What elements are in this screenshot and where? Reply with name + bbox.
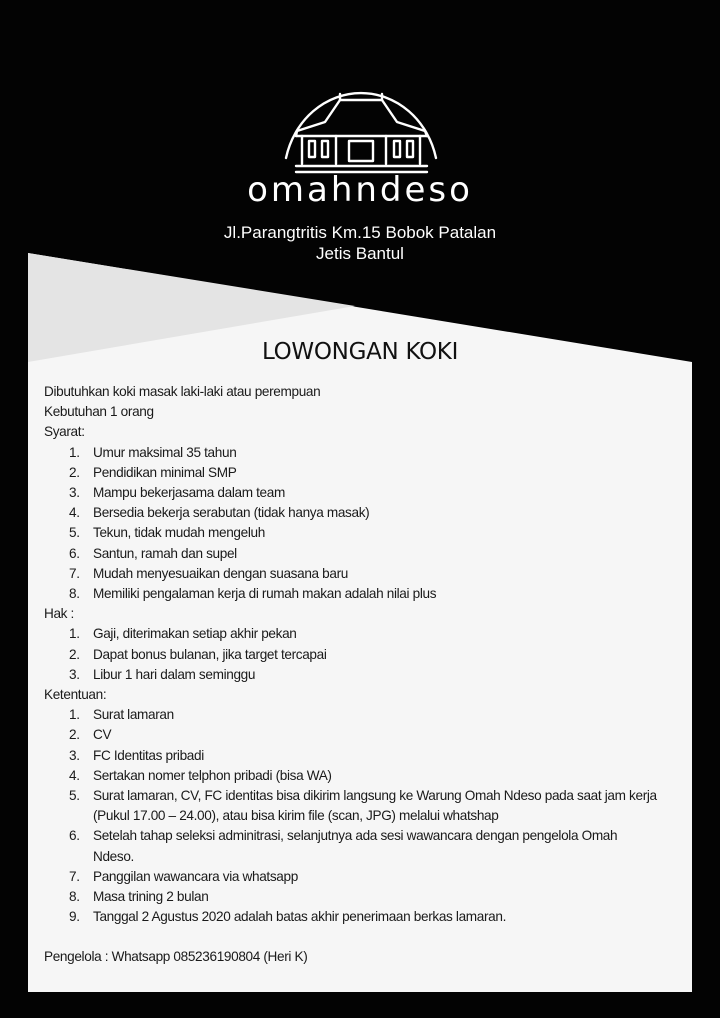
item-text: CV (93, 727, 112, 743)
list-item (44, 766, 684, 786)
item-text: Tekun, tidak mudah mengeluh (93, 525, 265, 541)
item-text: Gaji, diterimakan setiap akhir pekan (93, 626, 297, 642)
contact-info: Pengelola : Whatsapp 085236190804 (Heri K) (44, 949, 308, 965)
address (160, 222, 560, 264)
item-number: 9. (69, 909, 80, 925)
brand-wordmark: omahndeso (247, 170, 473, 210)
item-number: 2. (69, 646, 80, 662)
item-number: 5. (69, 788, 80, 804)
item-text: Memiliki pengalaman kerja di rumah makan adalah nilai plus (93, 586, 437, 602)
list-item (44, 826, 684, 866)
item-text: Surat lamaran (93, 707, 174, 723)
item-number: 3. (69, 666, 80, 682)
item-text: Libur 1 hari dalam seminggu (93, 666, 256, 682)
item-number: 1. (69, 626, 80, 642)
ketentuan-list (44, 705, 684, 927)
item-text: FC Identitas pribadi (93, 747, 204, 763)
item-number: 5. (69, 525, 80, 541)
syarat-list (44, 443, 684, 605)
item-number: 8. (69, 586, 80, 602)
item-text: Mudah menyesuaikan dengan suasana baru (93, 565, 348, 581)
item-number: 6. (69, 545, 80, 561)
item-number: 2. (69, 464, 80, 480)
item-text: Pendidikan minimal SMP (93, 464, 237, 480)
hak-list (44, 624, 684, 685)
list-item (44, 483, 684, 503)
item-text: Mampu bekerjasama dalam team (93, 485, 285, 501)
item-text: Bersedia bekerja serabutan (tidak hanya masak) (93, 505, 370, 521)
item-number: 7. (69, 565, 80, 581)
item-number: 7. (69, 868, 80, 884)
item-text: Tanggal 2 Agustus 2020 adalah batas akhir penerimaan berkas lamaran. (93, 909, 506, 925)
item-text: Panggilan wawancara via whatsapp (93, 868, 298, 884)
item-number: 6. (69, 828, 80, 844)
list-item (44, 705, 684, 725)
list-item (44, 645, 684, 665)
item-number: 3. (69, 747, 80, 763)
item-number: 1. (69, 707, 80, 723)
job-description (44, 382, 684, 968)
list-item (44, 907, 684, 927)
intro-line: Kebutuhan 1 orang (44, 404, 154, 420)
list-item (44, 564, 684, 584)
item-text: Setelah tahap seleksi adminitrasi, selanjutnya ada sesi wawancara dengan pengelola Omah Ndeso. (93, 828, 618, 864)
section-heading-syarat: Syarat: (44, 424, 85, 440)
item-number: 3. (69, 485, 80, 501)
item-number: 8. (69, 889, 80, 905)
item-text: Surat lamaran, CV, FC identitas bisa dikirim langsung ke Warung Omah Ndeso pada saat jam kerja (Pukul 17.00 – 24.00), atau bisa kirim file (scan, JPG) melalui whatshap (93, 788, 657, 824)
section-heading-hak: Hak : (44, 606, 74, 622)
list-item (44, 665, 684, 685)
address-line-2: Jetis Bantul (316, 244, 404, 263)
list-item (44, 463, 684, 483)
list-item (44, 584, 684, 604)
list-item (44, 786, 684, 826)
list-item (44, 443, 684, 463)
item-text: Masa trining 2 bulan (93, 889, 209, 905)
item-text: Santun, ramah dan supel (93, 545, 237, 561)
intro-line: Dibutuhkan koki masak laki-laki atau perempuan (44, 384, 321, 399)
section-heading-ketentuan: Ketentuan: (44, 687, 107, 703)
list-item (44, 887, 684, 907)
list-item (44, 544, 684, 564)
list-item (44, 503, 684, 523)
item-text: Umur maksimal 35 tahun (93, 444, 237, 460)
item-number: 1. (69, 444, 80, 460)
list-item (44, 725, 684, 745)
address-line-1: Jl.Parangtritis Km.15 Bobok Patalan (223, 223, 497, 242)
item-number: 4. (69, 767, 80, 783)
list-item (44, 867, 684, 887)
list-item (44, 746, 684, 766)
list-item (44, 523, 684, 543)
item-text: Sertakan nomer telphon pribadi (bisa WA) (93, 767, 332, 783)
item-number: 4. (69, 505, 80, 521)
list-item (44, 624, 684, 644)
page-title: LOWONGAN KOKI (261, 339, 459, 365)
item-text: Dapat bonus bulanan, jika target tercapai (93, 646, 327, 662)
item-number: 2. (69, 727, 80, 743)
